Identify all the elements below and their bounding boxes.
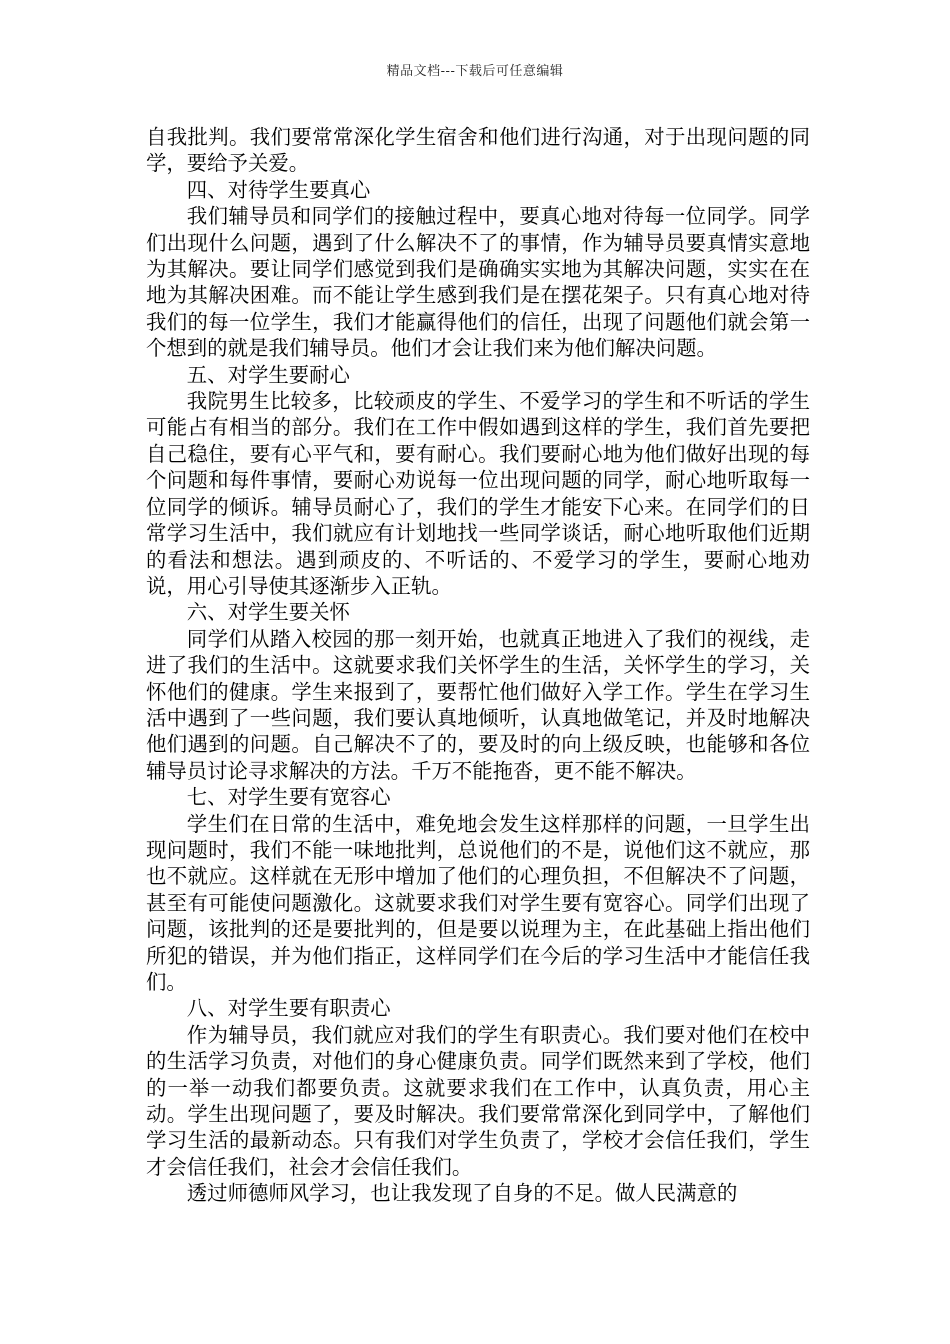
document-body bbox=[146, 124, 810, 1207]
section-heading: 八、对学生要有职责心 bbox=[186, 996, 391, 1021]
paragraph: 透过师德师风学习，也让我发现了自身的不足。做人民满意的 bbox=[186, 1181, 738, 1206]
paragraph: 同学们从踏入校园的那一刻开始，也就真正地进入了我们的视线，走进了我们的生活中。这就要求我们关怀学生的生活，关怀学生的学习，关怀他们的健康。学生来报到了，要帮忙他们做好入学工作。学生在学习生活中遇到了一些问题，我们要认真地倾听，认真地做笔记，并及时地解决他们遇到的问题。自己解决不了的，要及时的向上级反映，也能够和各位辅导员讨论寻求解决的方法。千万不能拖沓，更不能不解决。 bbox=[146, 626, 810, 783]
paragraph: 我们辅导员和同学们的接触过程中，要真心地对待每一位同学。同学们出现什么问题，遇到了什么解决不了的事情，作为辅导员要真情实意地为其解决。要让同学们感觉到我们是确确实实地为其解决问题，实实在在地为其解决困难。而不能让学生感到我们是在摆花架子。只有真心地对待我们的每一位学生，我们才能赢得他们的信任，出现了问题他们就会第一个想到的就是我们辅导员。他们才会让我们来为他们解决问题。 bbox=[146, 204, 810, 361]
section-heading: 七、对学生要有宽容心 bbox=[186, 785, 391, 810]
paragraph: 自我批判。我们要常常深化学生宿舍和他们进行沟通，对于出现问题的同学，要给予关爱。 bbox=[146, 125, 810, 176]
section-heading: 四、对待学生要真心 bbox=[186, 177, 371, 202]
paragraph: 我院男生比较多，比较顽皮的学生、不爱学习的学生和不听话的学生可能占有相当的部分。我们在工作中假如遇到这样的学生，我们首先要把自己稳住，要有心平气和，要有耐心。我们要耐心地为他们做好出现的每个问题和每件事情，要耐心劝说每一位出现问题的同学，耐心地听取每一位同学的倾诉。辅导员耐心了，我们的学生才能安下心来。在同学们的日常学习生活中，我们就应有计划地找一些同学谈话，耐心地听取他们近期的看法和想法。遇到顽皮的、不听话的、不爱学习的学生，要耐心地劝说，用心引导使其逐渐步入正轨。 bbox=[146, 389, 810, 598]
section-heading: 六、对学生要关怀 bbox=[186, 600, 350, 625]
section-heading: 五、对学生要耐心 bbox=[186, 362, 350, 387]
paragraph: 作为辅导员，我们就应对我们的学生有职责心。我们要对他们在校中的生活学习负责，对他们的身心健康负责。同学们既然来到了学校，他们的一举一动我们都要负责。这就要求我们在工作中，认真负责，用心主动。学生出现问题了，要及时解决。我们要常常深化到同学中，了解他们学习生活的最新动态。只有我们对学生负责了，学校才会信任我们，学生才会信任我们，社会才会信任我们。 bbox=[146, 1022, 810, 1179]
paragraph: 学生们在日常的生活中，难免地会发生这样那样的问题，一旦学生出现问题时，我们不能一味地批判，总说他们的不是，说他们这不就应，那也不就应。这样就在无形中增加了他们的心理负担，不但解决不了问题，甚至有可能使问题激化。这就要求我们对学生要有宽容心。同学们出现了问题，该批判的还是要批判的，但是要以说理为主，在此基础上指出他们所犯的错误，并为他们指正，这样同学们在今后的学习生活中才能信任我们。 bbox=[146, 811, 810, 994]
page-header: 精品文档---下载后可任意编辑 bbox=[386, 64, 564, 79]
